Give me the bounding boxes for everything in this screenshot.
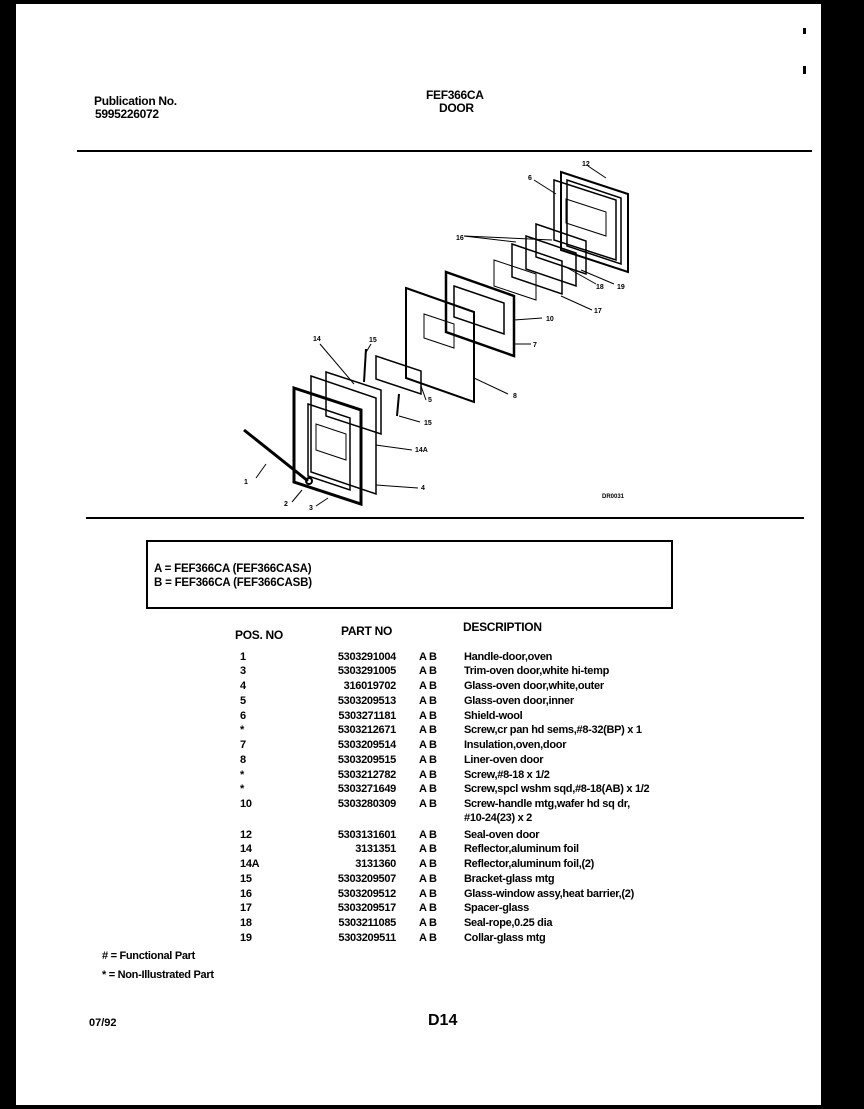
model-cell: A B xyxy=(419,754,437,766)
model-cell: A B xyxy=(419,783,437,795)
model-cell: A B xyxy=(419,888,437,900)
callout-17: 17 xyxy=(594,308,602,315)
callout-1: 1 xyxy=(244,479,248,486)
pos-cell: 17 xyxy=(240,902,252,914)
callout-3: 3 xyxy=(309,505,313,512)
header-part-no: PART NO xyxy=(341,624,393,638)
description-cell: Glass-oven door,inner xyxy=(464,695,574,707)
model-cell: A B xyxy=(419,873,437,885)
model-cell: A B xyxy=(419,710,437,722)
callout-4: 4 xyxy=(421,485,425,492)
model-cell: A B xyxy=(419,798,437,810)
pos-cell: 16 xyxy=(240,888,252,900)
callout-10: 10 xyxy=(546,316,554,323)
description-cell: Seal-oven door xyxy=(464,829,540,841)
model-cell: A B xyxy=(419,917,437,929)
model-cell: A B xyxy=(419,651,437,663)
description-cell: Collar-glass mtg xyxy=(464,932,546,944)
exploded-door-diagram xyxy=(16,4,821,524)
pos-cell: 4 xyxy=(240,680,246,692)
model-cell: A B xyxy=(419,695,437,707)
table-row xyxy=(16,916,821,931)
part-no-cell: 5303291004 xyxy=(337,651,396,663)
description-cell: Spacer-glass xyxy=(464,902,529,914)
description-cell: Insulation,oven,door xyxy=(464,739,567,751)
model-legend xyxy=(146,540,673,609)
description-cell: Liner-oven door xyxy=(464,754,544,766)
callout-15: 15 xyxy=(369,337,377,344)
table-row xyxy=(16,797,821,824)
pos-cell: * xyxy=(240,783,244,795)
model-cell: A B xyxy=(419,902,437,914)
part-no-cell: 5303209512 xyxy=(337,888,396,900)
table-row xyxy=(16,842,821,857)
description-cell: Reflector,aluminum foil,(2) xyxy=(464,858,595,870)
pos-cell: 10 xyxy=(240,798,252,810)
description-cell: Screw-handle mtg,wafer hd sq dr, xyxy=(464,798,630,810)
part-no-cell: 5303209517 xyxy=(337,902,396,914)
pos-cell: 15 xyxy=(240,873,252,885)
part-no-cell: 5303212782 xyxy=(337,769,396,781)
model-cell: A B xyxy=(419,665,437,677)
description-cell-continued: #10-24(23) x 2 xyxy=(464,812,532,824)
description-cell: Screw,#8-18 x 1/2 xyxy=(464,769,550,781)
pos-cell: 19 xyxy=(240,932,252,944)
description-cell: Shield-wool xyxy=(464,710,523,722)
pos-cell: * xyxy=(240,769,244,781)
callout-14: 14 xyxy=(313,336,321,343)
part-no-cell: 3131351 xyxy=(355,843,396,855)
model-cell: A B xyxy=(419,932,437,944)
pos-cell: 7 xyxy=(240,739,246,751)
table-row xyxy=(16,782,821,797)
pos-cell: 5 xyxy=(240,695,246,707)
table-row xyxy=(16,709,821,724)
description-cell: Trim-oven door,white hi-temp xyxy=(464,665,609,677)
table-row xyxy=(16,828,821,843)
table-row xyxy=(16,857,821,872)
publication-number: 5995226072 xyxy=(95,107,159,121)
part-no-cell: 5303209515 xyxy=(337,754,396,766)
description-cell: Seal-rope,0.25 dia xyxy=(464,917,553,929)
part-no-cell: 316019702 xyxy=(343,680,396,692)
table-row xyxy=(16,738,821,753)
model-cell: A B xyxy=(419,739,437,751)
model-cell: A B xyxy=(419,680,437,692)
functional-note: # = Functional Part xyxy=(102,950,196,962)
description-cell: Bracket-glass mtg xyxy=(464,873,555,885)
model-cell: A B xyxy=(419,769,437,781)
table-row xyxy=(16,753,821,768)
pos-cell: 14 xyxy=(240,843,252,855)
model-cell: A B xyxy=(419,829,437,841)
part-no-cell: 5303209511 xyxy=(338,932,396,944)
table-row xyxy=(16,872,821,887)
callout-14a: 14A xyxy=(415,447,428,454)
part-no-cell: 5303209507 xyxy=(337,873,396,885)
description-cell: Screw,spcl wshm sqd,#8-18(AB) x 1/2 xyxy=(464,783,650,795)
pos-cell: 14A xyxy=(240,858,260,870)
publication-label: Publication No. xyxy=(94,94,177,108)
callout-5: 5 xyxy=(428,397,432,404)
description-cell: Glass-oven door,white,outer xyxy=(464,680,604,692)
pos-cell: 8 xyxy=(240,754,246,766)
table-row xyxy=(16,768,821,783)
footer-page: D14 xyxy=(428,1012,458,1029)
pos-cell: 3 xyxy=(240,665,246,677)
part-no-cell: 5303271181 xyxy=(338,710,396,722)
legend-b: B = FEF366CA (FEF366CASB) xyxy=(154,577,312,589)
parts-page xyxy=(16,4,821,1105)
description-cell: Handle-door,oven xyxy=(464,651,553,663)
table-row xyxy=(16,723,821,738)
pos-cell: 18 xyxy=(240,917,252,929)
table-row xyxy=(16,679,821,694)
part-no-cell: 5303209514 xyxy=(337,739,396,751)
table-row xyxy=(16,887,821,902)
part-no-cell: 5303212671 xyxy=(337,724,396,736)
description-cell: Screw,cr pan hd sems,#8-32(BP) x 1 xyxy=(464,724,642,736)
model-cell: A B xyxy=(419,724,437,736)
callout-15b: 15 xyxy=(424,420,432,427)
model-title: FEF366CA xyxy=(426,88,484,102)
legend-a: A = FEF366CA (FEF366CASA) xyxy=(154,563,312,575)
part-no-cell: 5303271649 xyxy=(337,783,396,795)
description-cell: Glass-window assy,heat barrier,(2) xyxy=(464,888,634,900)
pos-cell: 12 xyxy=(240,829,252,841)
pos-cell: * xyxy=(240,724,244,736)
callout-6: 6 xyxy=(528,175,532,182)
part-no-cell: 5303280309 xyxy=(337,798,396,810)
callout-19: 19 xyxy=(617,284,625,291)
pos-cell: 1 xyxy=(240,651,246,663)
table-row xyxy=(16,931,821,946)
part-no-cell: 3131360 xyxy=(355,858,396,870)
table-row xyxy=(16,694,821,709)
section-title: DOOR xyxy=(439,101,474,115)
part-no-cell: 5303291005 xyxy=(337,665,396,677)
footer-date: 07/92 xyxy=(89,1017,117,1029)
header-description: DESCRIPTION xyxy=(463,620,542,634)
table-row xyxy=(16,901,821,916)
part-no-cell: 5303209513 xyxy=(337,695,396,707)
callout-18: 18 xyxy=(596,284,604,291)
table-row xyxy=(16,664,821,679)
callout-7: 7 xyxy=(533,342,537,349)
part-no-cell: 5303131601 xyxy=(337,829,396,841)
part-no-cell: 5303211085 xyxy=(338,917,396,929)
callout-12: 12 xyxy=(582,161,590,168)
model-cell: A B xyxy=(419,858,437,870)
diagram-code: DR0031 xyxy=(602,494,625,500)
callout-8: 8 xyxy=(513,393,517,400)
description-cell: Reflector,aluminum foil xyxy=(464,843,579,855)
pos-cell: 6 xyxy=(240,710,246,722)
table-row xyxy=(16,650,821,665)
model-cell: A B xyxy=(419,843,437,855)
non-illustrated-note: * = Non-Illustrated Part xyxy=(102,969,214,981)
seal-frame xyxy=(561,172,628,272)
diagram-rule xyxy=(86,517,804,519)
callout-16: 16 xyxy=(456,235,464,242)
callout-2: 2 xyxy=(284,501,288,508)
header-pos-no: POS. NO xyxy=(235,628,283,642)
